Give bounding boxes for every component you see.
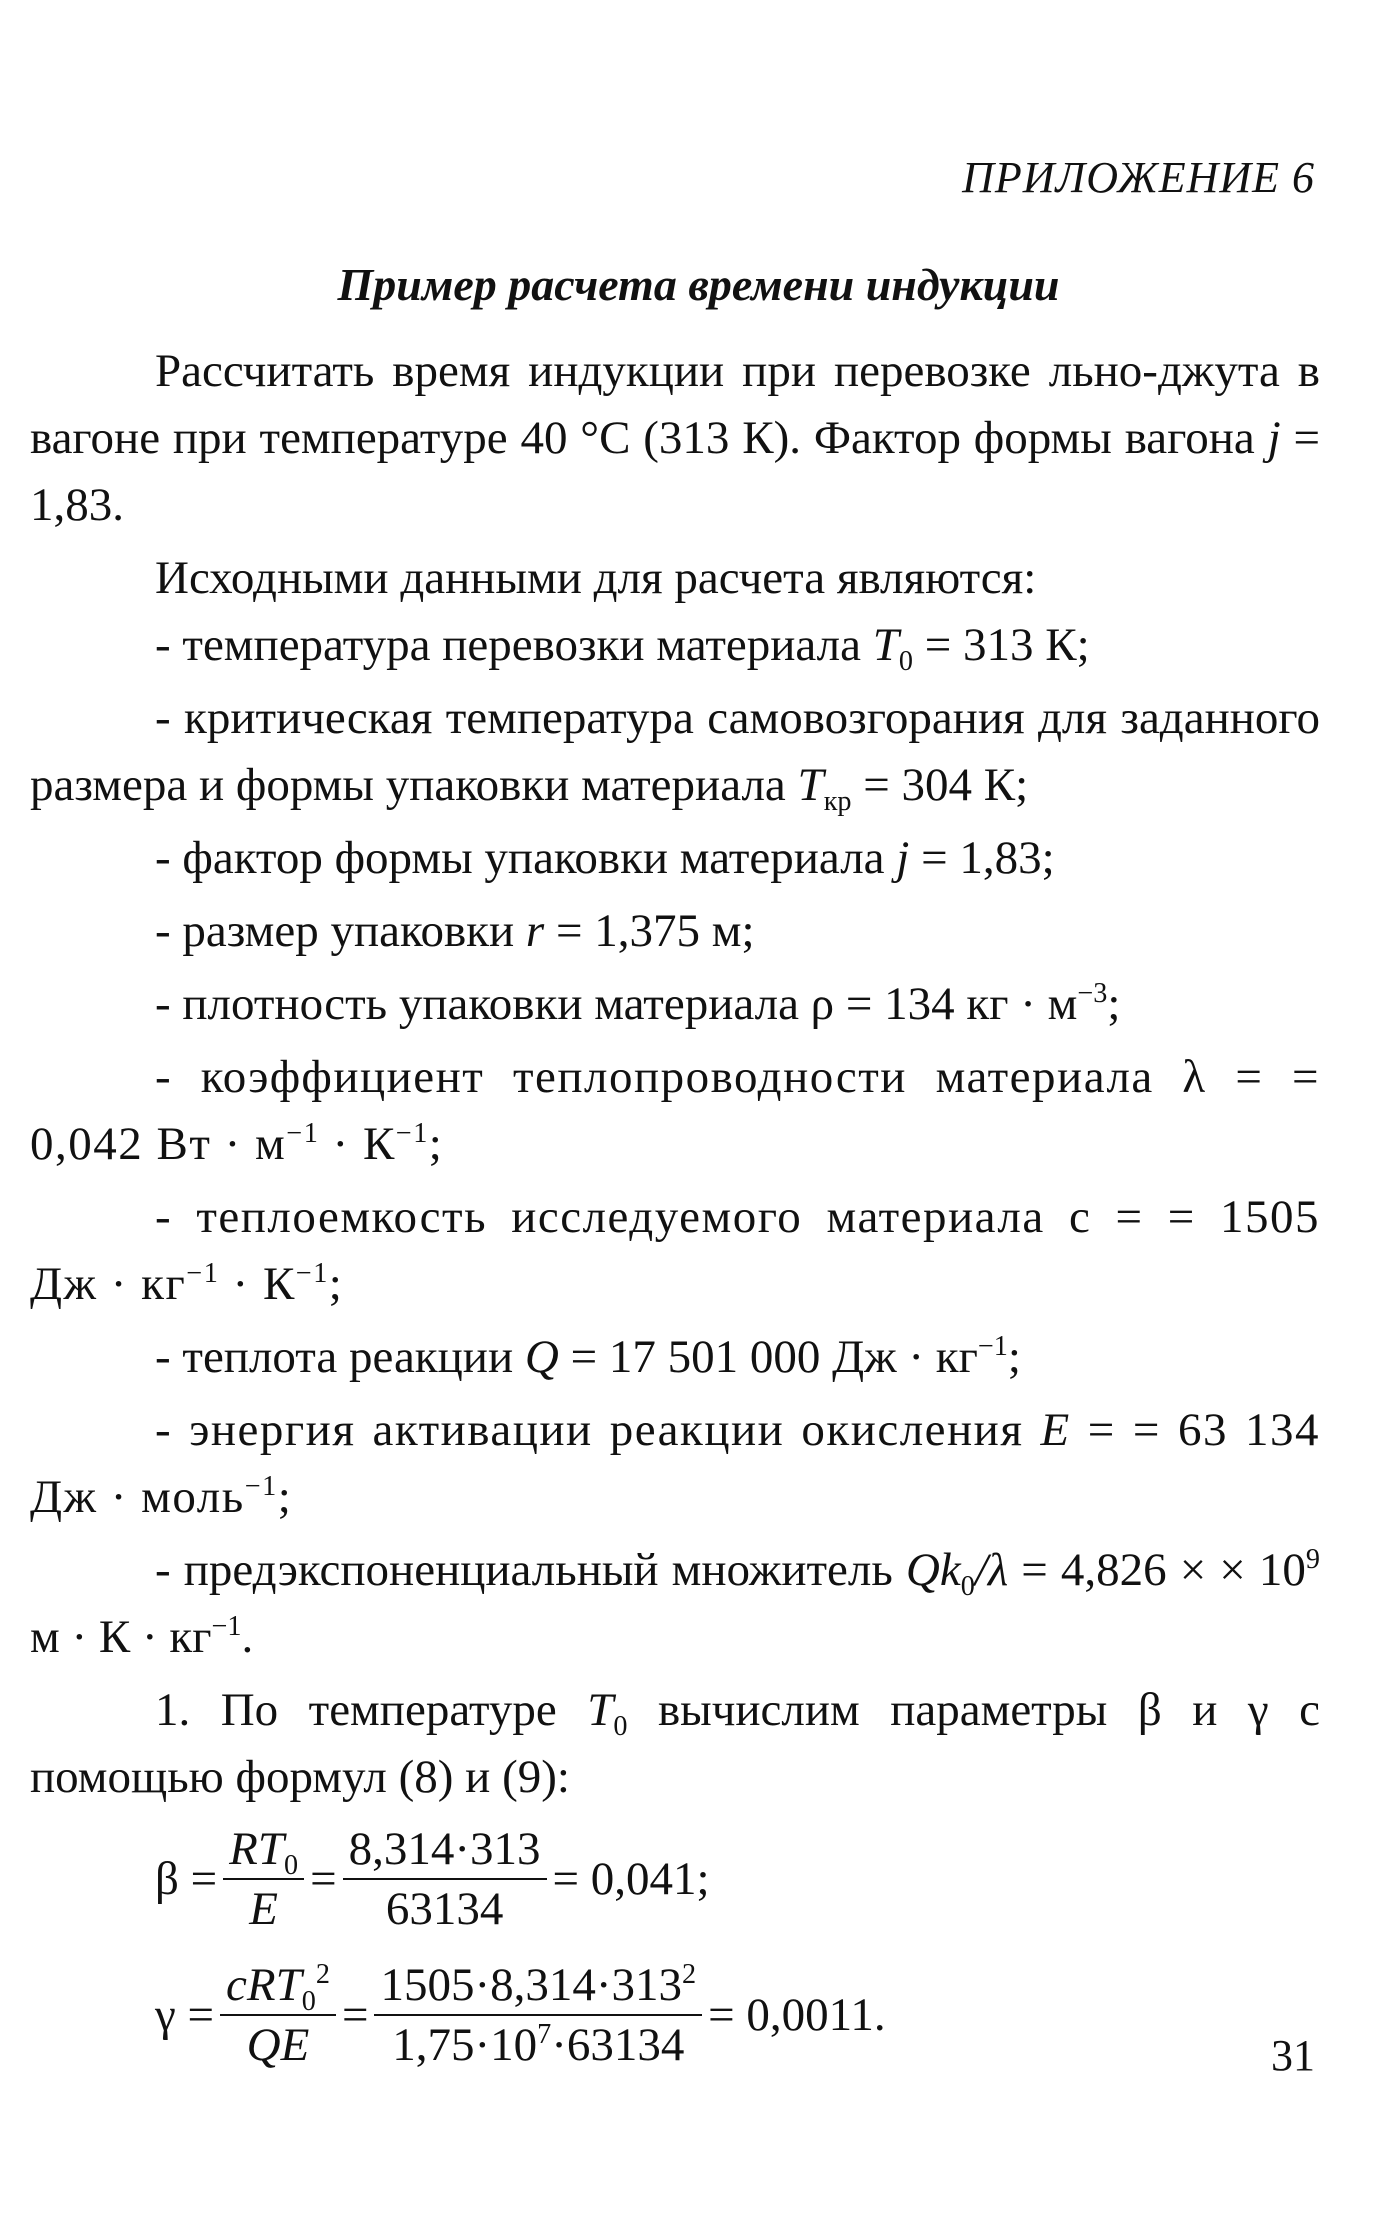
beta-result: = 0,041; — [552, 1852, 710, 1905]
item-reaction-heat: - теплота реакции Q = 17 501 000 Дж · $кг^{-1}$; — [155, 1331, 1021, 1383]
item-t0: - температура перевозки материала $T_0 = 313$ К; — [155, 619, 1090, 677]
document-body — [30, 338, 1320, 2083]
beta-lhs: β = — [155, 1852, 218, 1905]
gamma-fraction-symbolic: $\frac{cRT_0^2}{QE}$ — [220, 1956, 336, 2074]
item-density: - плотность упаковки материала ρ = 134 кг · $м^{-3}$; — [155, 978, 1121, 1030]
item-tkr: - критическая температура самовозгорания для заданного размера и формы упаковки материала $T_{кр} = 304$ К; — [30, 692, 1320, 817]
formula-gamma: γ = $\frac{cRT_0^2}{QE}$ = $\frac{1505\cdot 8,314\cdot 313^2}{1,75\cdot 10^7\cdot 63134}$ = 0,0011. — [155, 1947, 1320, 2083]
item-size: - размер упаковки r = 1,375 м; — [155, 905, 755, 957]
intro-paragraph: Рассчитать время индукции при перевозке льно-джута в вагоне при температуре 40 °С (313 К). Фактор формы вагона j = 1,83. — [30, 345, 1320, 531]
step-1: 1. По температуре $T_0$ вычислим параметры β и γ с помощью формул (8) и (9): — [30, 1684, 1320, 1803]
gamma-result: = 0,0011. — [708, 1988, 886, 2041]
gamma-fraction-numeric: $\frac{1505\cdot 8,314\cdot 313^2}{1,75\cdot 10^7\cdot 63134}$ — [374, 1956, 702, 2074]
formula-beta: β = $\frac{RT_0}{E}$ = $\frac{8,314\cdot 313}{63134}$ = 0,041; — [155, 1811, 1320, 1947]
appendix-header: ПРИЛОЖЕНИЕ 6 — [962, 153, 1315, 202]
beta-fraction-symbolic: $\frac{RT_0}{E}$ — [223, 1820, 304, 1938]
item-activation-energy: - энергия активации реакции окисления E = = 63 134 Дж · моль$^{-1}$; — [30, 1404, 1321, 1523]
gamma-lhs: γ = — [155, 1988, 215, 2041]
page-number: 31 — [1271, 2031, 1315, 2080]
beta-fraction-numeric: $\frac{8,314\cdot 313}{63134}$ — [343, 1820, 547, 1938]
item-preexponential: - предэкспоненциальный множитель $Qk_0/\lambda = 4,826$ × × $10^9$ $м \cdot К \cdot кг^{-1}$. — [30, 1544, 1320, 1663]
data-intro: Исходными данными для расчета являются: — [155, 552, 1037, 604]
item-lambda: - коэффициент теплопроводности материала λ = = 0,042 Вт · $м^{-1} \cdot К^{-1}$; — [30, 1051, 1320, 1170]
item-heat-capacity: - теплоемкость исследуемого материала с = = 1505 Дж · $кг^{-1} \cdot К^{-1}$; — [30, 1191, 1320, 1310]
item-form-factor: - фактор формы упаковки материала j = 1,83; — [155, 832, 1055, 884]
page-title: Пример расчета времени индукции — [337, 259, 1060, 310]
